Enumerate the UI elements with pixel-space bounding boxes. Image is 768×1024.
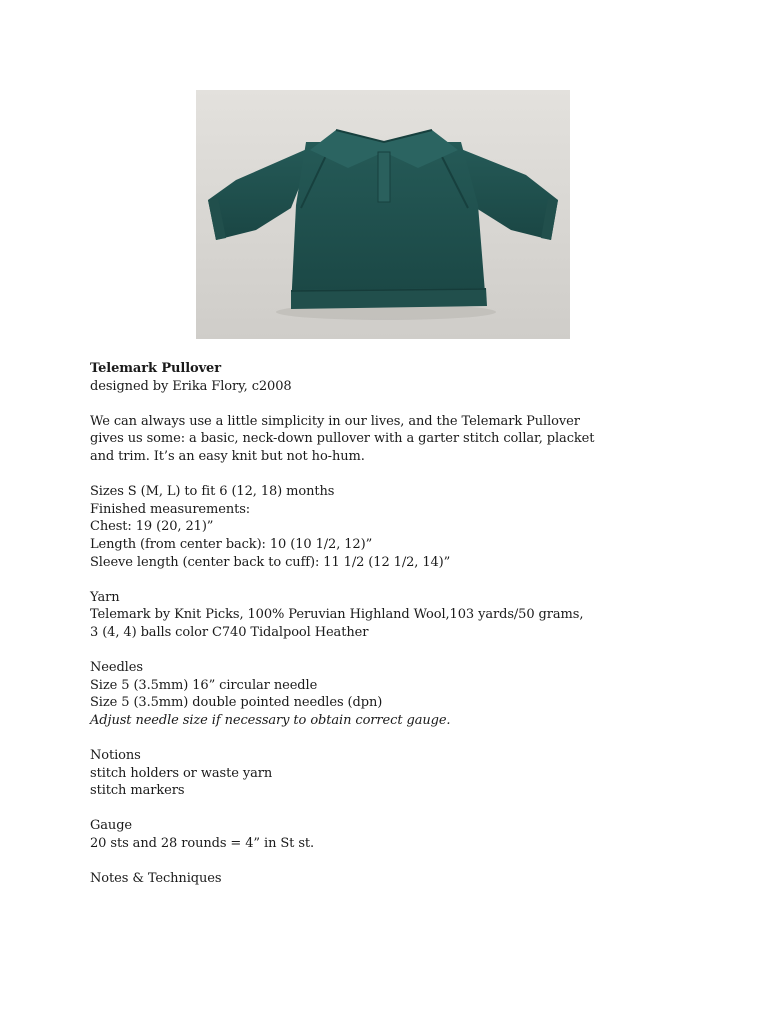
pattern-title: Telemark Pullover xyxy=(90,361,221,376)
notions-line: stitch markers xyxy=(90,783,185,799)
notions-heading: Notions xyxy=(90,748,141,764)
yarn-heading: Yarn xyxy=(90,589,120,605)
measurements-heading: Finished measurements: xyxy=(90,501,251,517)
needles-line: Size 5 (3.5mm) 16” circular needle xyxy=(90,677,318,693)
gauge-line: 20 sts and 28 rounds = 4” in St st. xyxy=(90,836,315,852)
designer-byline: designed by Erika Flory, c2008 xyxy=(90,378,292,394)
yarn-line: 3 (4, 4) balls color C740 Tidalpool Heather xyxy=(90,624,369,640)
notes-heading: Notes & Techniques xyxy=(90,871,222,887)
notions-line: stitch holders or waste yarn xyxy=(90,765,273,781)
intro-line: and trim. It’s an easy knit but not ho-hum. xyxy=(90,448,365,464)
sleeve-measurement: Sleeve length (center back to cuff): 11 1/2 (12 1/2, 14)” xyxy=(90,554,451,570)
sizes-line: Sizes S (M, L) to fit 6 (12, 18) months xyxy=(90,484,335,500)
chest-measurement: Chest: 19 (20, 21)” xyxy=(90,519,214,535)
sweater-photo xyxy=(196,90,570,339)
needles-line: Size 5 (3.5mm) double pointed needles (dpn) xyxy=(90,695,383,711)
length-measurement: Length (from center back): 10 (10 1/2, 12)” xyxy=(90,536,373,552)
gauge-heading: Gauge xyxy=(90,818,133,834)
needles-note: Adjust needle size if necessary to obtain correct gauge. xyxy=(90,712,451,728)
pattern-text xyxy=(90,360,690,888)
yarn-line: Telemark by Knit Picks, 100% Peruvian Highland Wool,103 yards/50 grams, xyxy=(90,607,584,623)
intro-line: gives us some: a basic, neck-down pullover with a garter stitch collar, placket xyxy=(90,431,595,447)
needles-heading: Needles xyxy=(90,660,143,676)
intro-line: We can always use a little simplicity in our lives, and the Telemark Pullover xyxy=(90,413,580,429)
